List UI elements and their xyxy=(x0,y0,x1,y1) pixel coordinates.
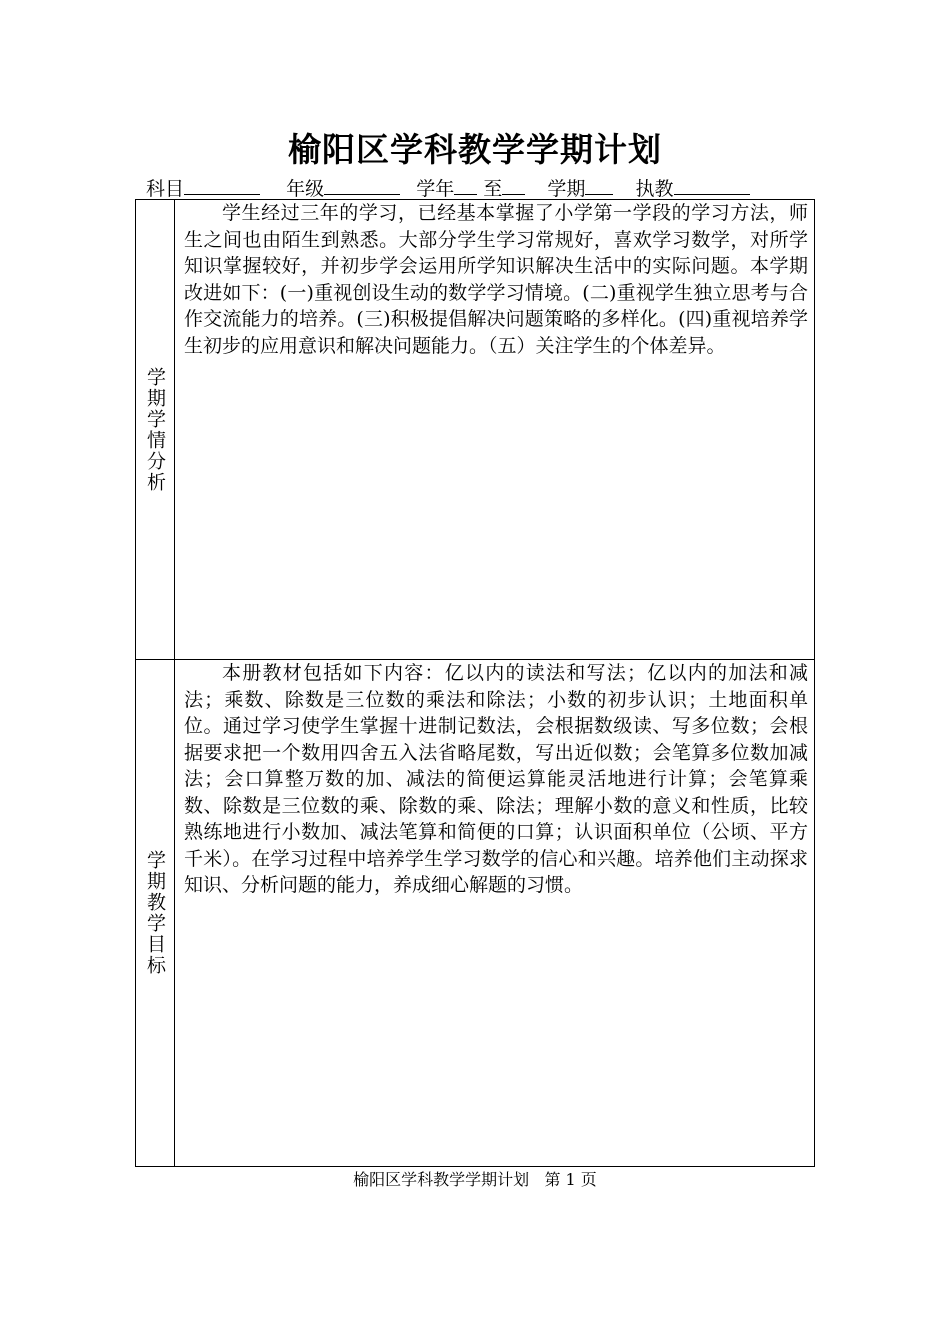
subject-blank xyxy=(184,176,260,195)
semester-blank xyxy=(585,176,613,195)
footer-page-number: 第 1 页 xyxy=(544,1170,597,1189)
school-year-start-blank xyxy=(454,176,477,195)
section-label: 学期学情分析 xyxy=(144,366,166,493)
section-content: 学生经过三年的学习，已经基本掌握了小学第一学段的学习方法，师生之间也由陌生到熟悉。大部分学生学习常规好，喜欢学习数学，对所学知识掌握较好，并初步学会运用所学知识解决生活中的实际问题。本学期改进如下：(一)重视创设生动的数学学习情境。(二)重视学生独立思考与合作交流能力的培养。(三)积极提倡解决问题策略的多样化。(四)重视培养学生初步的应用意识和解决问题能力。（五）关注学生的个体差异。 xyxy=(184,202,808,357)
teacher-label: 执教 xyxy=(635,178,674,200)
page-footer xyxy=(0,1169,950,1191)
header-fields xyxy=(146,176,826,200)
section-content: 本册教材包括如下内容：亿以内的读法和写法；亿以内的加法和减法；乘数、除数是三位数的乘法和除法；小数的初步认识；土地面积单位。通过学习使学生掌握十进制记数法，会根据数级读、写多位数；会根据要求把一个数用四舍五入法省略尾数，写出近似数；会笔算多位数加减法；会口算整万数的加、减法的简便运算能灵活地进行计算；会笔算乘数、除数是三位数的乘、除数的乘、除法；理解小数的意义和性质，比较熟练地进行小数加、减法笔算和简便的口算；认识面积单位（公顷、平方千米）。在学习过程中培养学生学习数学的信心和兴趣。培养他们主动探求知识、分析问题的能力，养成细心解题的习惯。 xyxy=(184,662,808,896)
grade-label: 年级 xyxy=(286,178,325,200)
footer-title: 榆阳区学科教学学期计划 xyxy=(353,1170,530,1189)
section-label-cell xyxy=(136,200,175,659)
teacher-blank xyxy=(674,176,750,195)
subject-label: 科目 xyxy=(146,178,185,200)
section-row xyxy=(136,200,814,660)
grade-blank xyxy=(324,176,400,195)
section-label: 学期教学目标 xyxy=(144,850,166,976)
section-row xyxy=(136,660,814,1166)
section-label-cell xyxy=(136,660,175,1166)
plan-table xyxy=(135,199,815,1167)
semester-label: 学期 xyxy=(547,178,586,200)
to-label: 至 xyxy=(483,178,503,200)
page-title: 榆阳区学科教学学期计划 xyxy=(288,130,662,169)
school-year-label: 学年 xyxy=(416,178,455,200)
school-year-end-blank xyxy=(502,176,525,195)
